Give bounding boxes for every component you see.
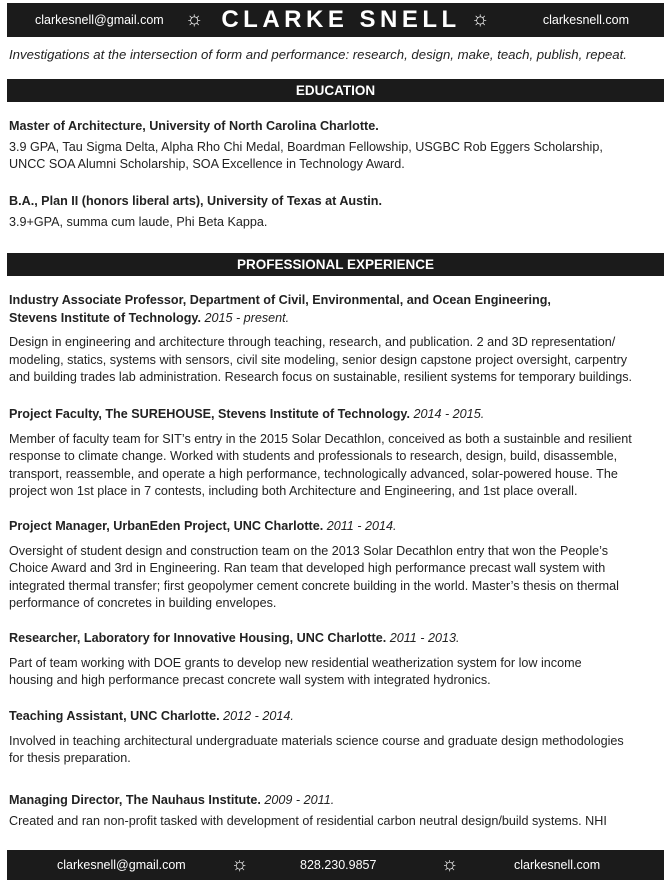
experience-title: Managing Director, The Nauhaus Institute. — [9, 793, 261, 807]
education-desc: 3.9+GPA, summa cum laude, Phi Beta Kappa. — [9, 214, 268, 229]
experience-item — [9, 406, 669, 501]
education-desc: 3.9 GPA, Tau Sigma Delta, Alpha Rho Chi Medal, Boardman Fellowship, USGBC Rob Eggers Scholarship, — [9, 139, 603, 154]
sun-icon: ☼ — [441, 854, 459, 875]
header-website[interactable]: clarkesnell.com — [542, 13, 629, 27]
experience-title: Stevens Institute of Technology. — [9, 310, 201, 325]
experience-desc: for thesis preparation. — [9, 751, 131, 766]
sun-icon: ☼ — [231, 854, 249, 875]
experience-desc: project won 1st place in 7 contests, including both Architecture and Engineering, and 1st place overall. — [9, 484, 578, 499]
experience-desc: transport, reassemble, and operate a high performance, technologically advanced, solar-powered house. The — [9, 466, 618, 481]
experience-item — [9, 292, 669, 387]
education-heading: EDUCATION — [7, 79, 664, 102]
experience-dates: 2015 - present. — [204, 310, 290, 325]
education-item — [9, 193, 669, 231]
education-title: B.A., Plan II (honors liberal arts), University of Texas at Austin. — [9, 194, 382, 208]
footer-bar — [7, 850, 664, 880]
experience-desc: modeling, statics, systems with sensors, civil site modeling, senior design capstone project oversight, carpentry — [9, 352, 628, 367]
experience-dates: 2009 - 2011. — [264, 793, 335, 807]
experience-dates: 2014 - 2015. — [413, 407, 485, 421]
experience-desc: Created and ran non-profit tasked with development of residential carbon neutral design/build systems. NHI — [9, 813, 607, 828]
experience-title: Teaching Assistant, UNC Charlotte. — [9, 709, 220, 723]
experience-desc: integrated thermal transfer; first geopolymer cement concrete building in the world. Master’s thesis on thermal — [9, 578, 619, 593]
sun-icon: ☼ — [185, 8, 204, 30]
experience-desc: response to climate change. Worked with students and professionals to research, design, build, disassemble, — [9, 449, 618, 464]
experience-desc: and building trades lab administration. Research focus on sustainable, resilient systems for temporary buildings. — [9, 370, 633, 385]
experience-desc: Part of team working with DOE grants to develop new residential weatherization system for low income — [9, 655, 582, 670]
experience-item — [9, 708, 669, 768]
experience-item — [9, 630, 669, 690]
experience-item — [9, 792, 669, 830]
resume-name: CLARKE SNELL — [221, 6, 461, 33]
education-desc: UNCC SOA Alumni Scholarship, SOA Excellence in Technology Award. — [9, 157, 405, 172]
sun-icon: ☼ — [471, 8, 490, 30]
experience-title: Project Faculty, The SUREHOUSE, Stevens Institute of Technology. — [9, 407, 410, 421]
header-bar — [7, 3, 664, 37]
tagline: Investigations at the intersection of form and performance: research, design, make, teach, publish, repeat. — [9, 47, 627, 62]
experience-desc: Involved in teaching architectural undergraduate materials science course and graduate design methodologies — [9, 733, 624, 748]
experience-item — [9, 518, 669, 613]
experience-dates: 2012 - 2014. — [223, 709, 294, 723]
experience-title: Researcher, Laboratory for Innovative Housing, UNC Charlotte. — [9, 631, 387, 645]
experience-desc: Design in engineering and architecture through teaching, research, and publication. 2 and 3D representation/ — [9, 335, 616, 350]
experience-desc: Choice Award and 3rd in Engineering. Ran team that developed high performance precast wall system with — [9, 561, 606, 576]
experience-desc: Member of faculty team for SIT’s entry in the 2015 Solar Decathlon, conceived as both a sustainble and resilient — [9, 431, 632, 446]
experience-title: Project Manager, UrbanEden Project, UNC Charlotte. — [9, 519, 324, 533]
experience-title: Industry Associate Professor, Department of Civil, Environmental, and Ocean Engineering, — [9, 293, 551, 307]
education-title: Master of Architecture, University of North Carolina Charlotte. — [9, 119, 379, 133]
footer-email[interactable]: clarkesnell@gmail.com — [57, 858, 186, 872]
experience-desc: performance of concretes in building envelopes. — [9, 596, 277, 611]
header-email[interactable]: clarkesnell@gmail.com — [35, 13, 164, 27]
experience-desc: housing and high performance precast concrete wall system with integrated hydronics. — [9, 673, 491, 688]
experience-dates: 2011 - 2013. — [389, 631, 460, 645]
experience-desc: Oversight of student design and construction team on the 2013 Solar Decathlon entry that won the People’s — [9, 543, 609, 558]
experience-dates: 2011 - 2014. — [326, 519, 397, 533]
education-item — [9, 118, 669, 174]
footer-phone[interactable]: 828.230.9857 — [300, 858, 377, 872]
experience-heading: PROFESSIONAL EXPERIENCE — [7, 253, 664, 276]
footer-website[interactable]: clarkesnell.com — [514, 858, 601, 872]
